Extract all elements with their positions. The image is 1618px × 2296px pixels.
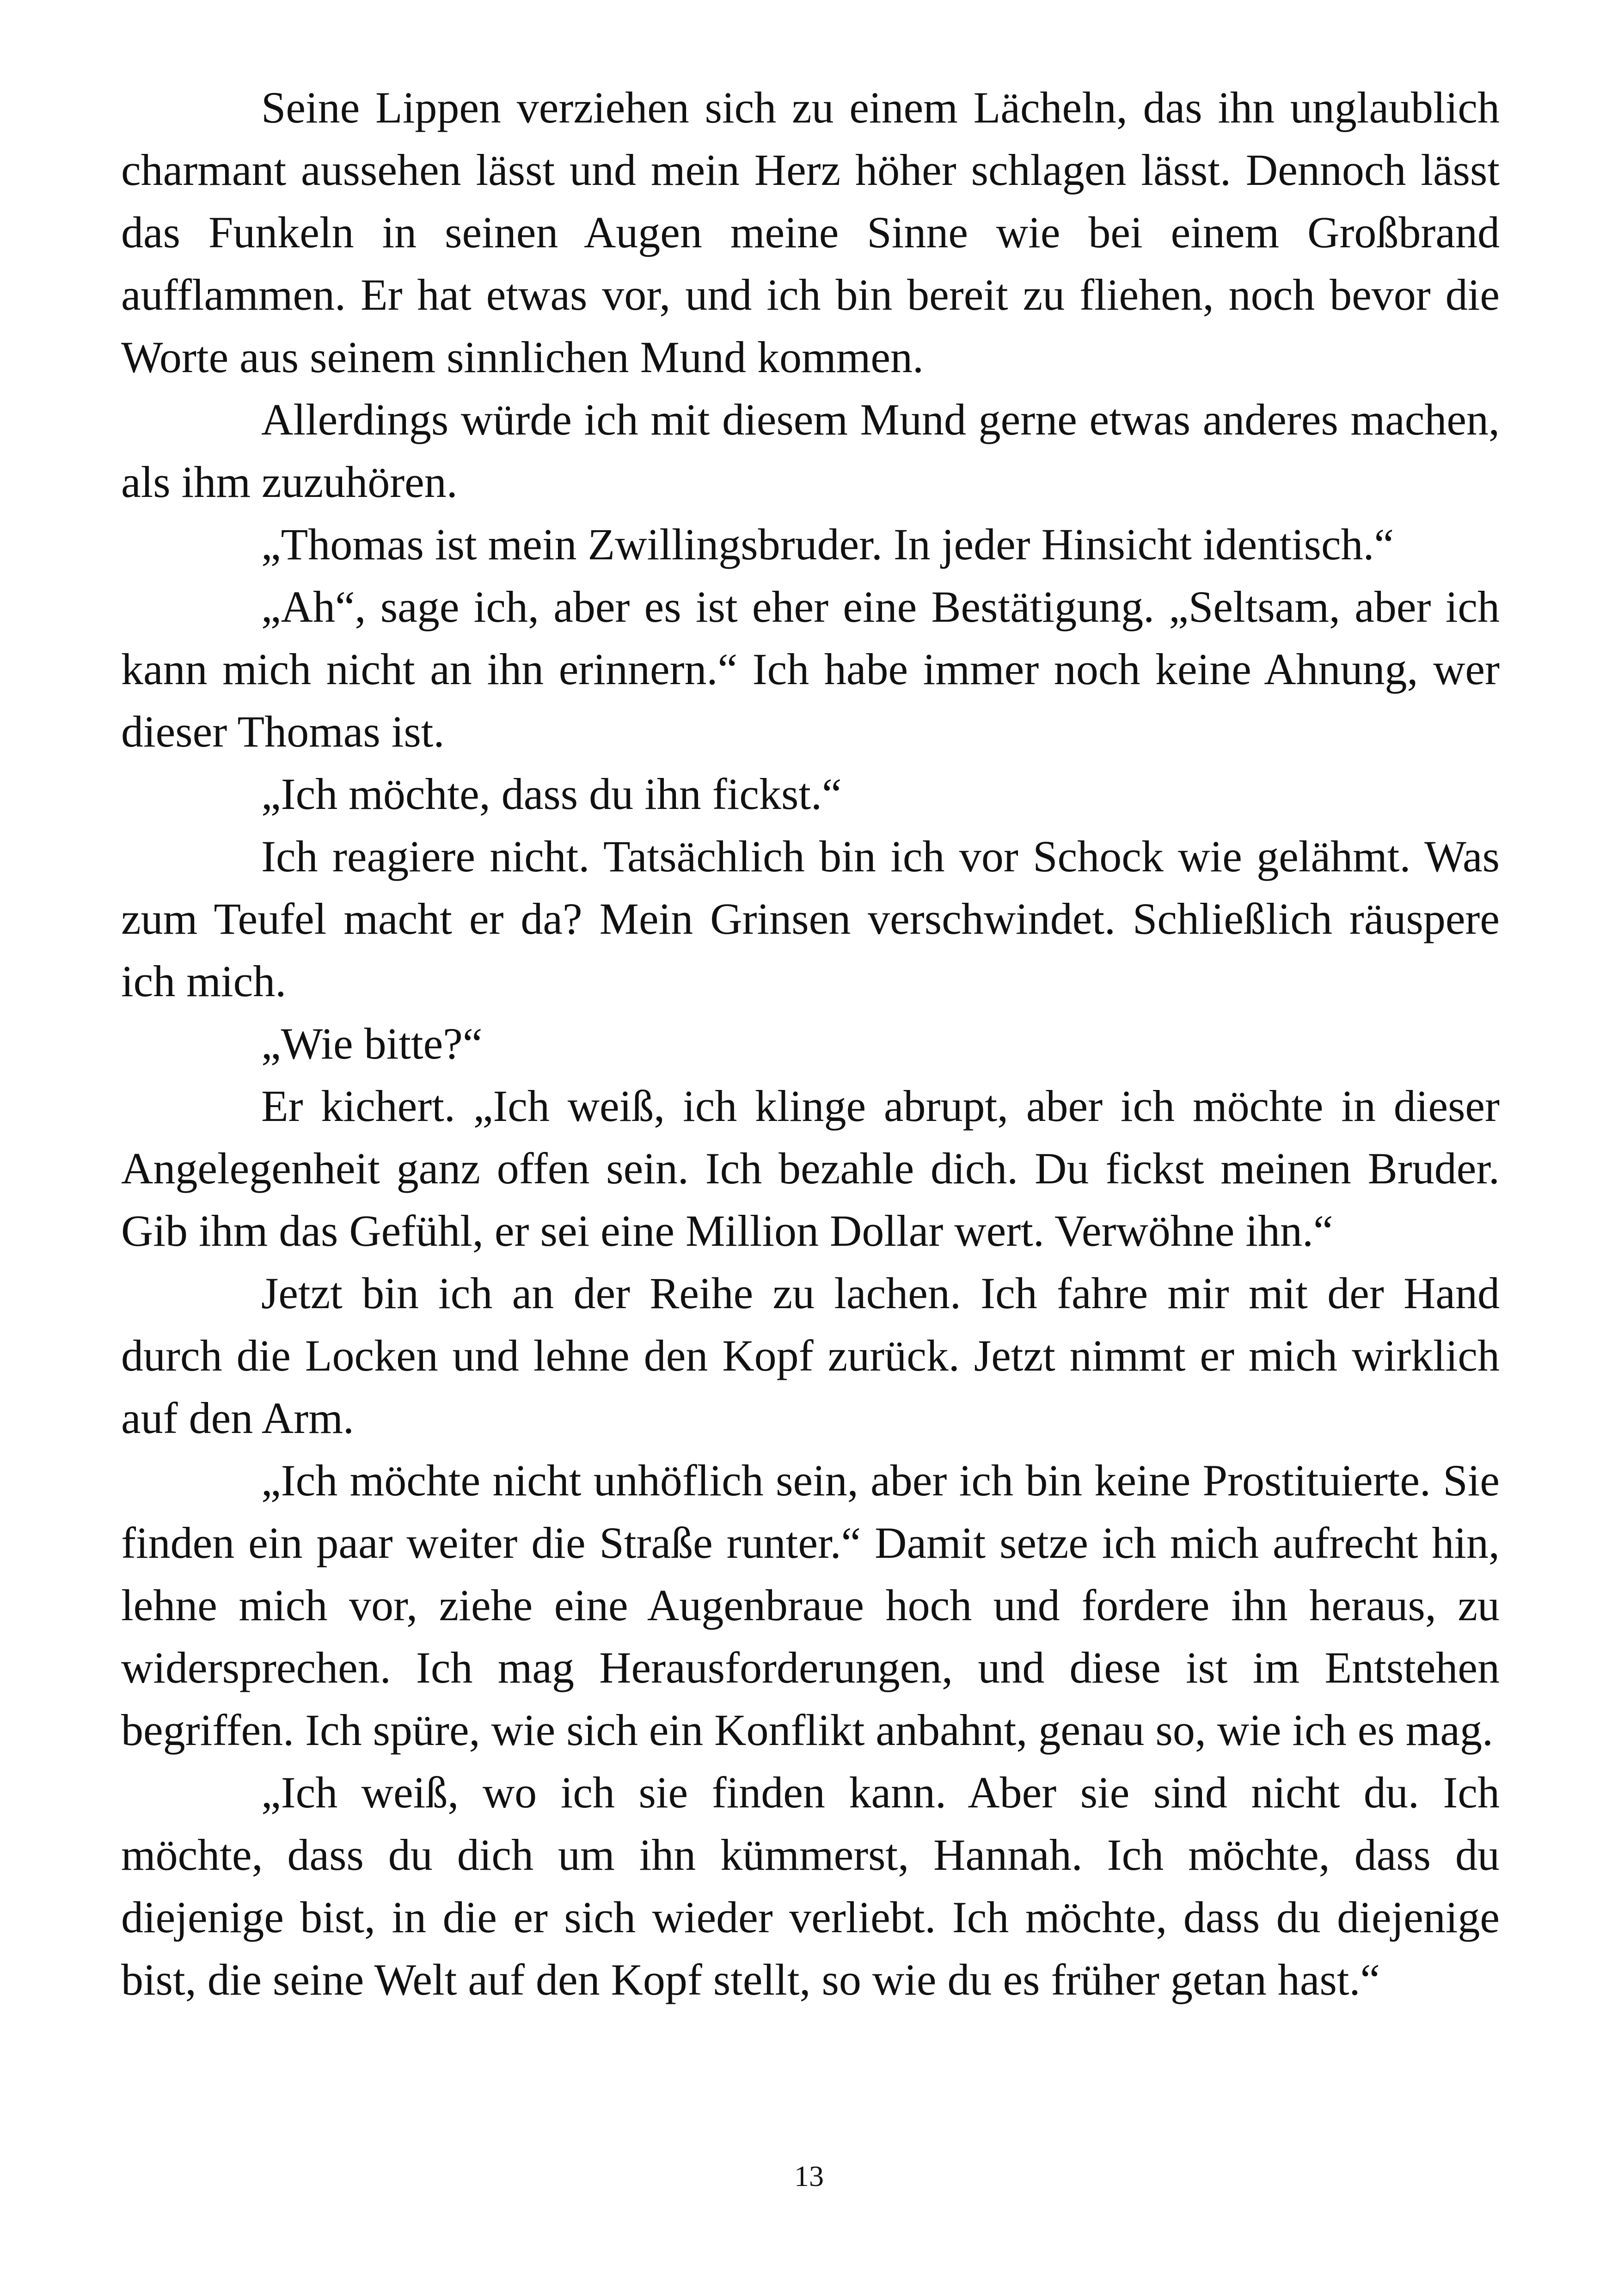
paragraph: „Ich möchte, dass du ihn fickst.“ — [261, 769, 842, 819]
paragraph: Seine Lippen verziehen sich zu einem Lächeln, das ihn unglaublich charmant aussehen lässt und mein Herz höher schlagen lässt. Dennoch lässt das Funkeln in seinen Augen meine Sinne wie bei einem Großbrand aufflammen. Er hat etwas vor, und ich bin bereit zu fliehen, noch bevor die Worte aus seinem sinnlichen Mund kommen. — [121, 83, 1500, 382]
paragraph: Er kichert. „Ich weiß, ich klinge abrupt, aber ich möchte in dieser Angelegenheit ganz offen sein. Ich bezahle dich. Du fickst meinen Bruder. Gib ihm das Gefühl, er sei eine Million Dollar wert. Verwöhne ihn.“ — [121, 1081, 1500, 1255]
paragraph: Allerdings würde ich mit diesem Mund gerne etwas anderes machen, als ihm zuzuhören. — [121, 395, 1500, 507]
paragraph: „Wie bitte?“ — [261, 1019, 483, 1068]
paragraph: Ich reagiere nicht. Tatsächlich bin ich vor Schock wie gelähmt. Was zum Teufel macht er da? Mein Grinsen verschwindet. Schließlich räuspere ich mich. — [121, 832, 1500, 1006]
body-text — [121, 76, 1500, 2011]
paragraph: Jetzt bin ich an der Reihe zu lachen. Ich fahre mir mit der Hand durch die Locken und lehne den Kopf zurück. Jetzt nimmt er mich wirklich auf den Arm. — [121, 1268, 1500, 1443]
paragraph: „Thomas ist mein Zwillingsbruder. In jeder Hinsicht identisch.“ — [261, 520, 1394, 569]
page-number: 13 — [794, 2160, 824, 2192]
paragraph: „Ich möchte nicht unhöflich sein, aber ich bin keine Prostituierte. Sie finden ein paar weiter die Straße runter.“ Damit setze ich mich aufrecht hin, lehne mich vor, ziehe eine Augenbraue hoch und fordere ihn heraus, zu widersprechen. Ich mag Herausforderungen, und diese ist im Entstehen begriffen. Ich spüre, wie sich ein Konflikt anbahnt, genau so, wie ich es mag. — [121, 1456, 1500, 1755]
paragraph: „Ich weiß, wo ich sie finden kann. Aber sie sind nicht du. Ich möchte, dass du dich um ihn kümmerst, Hannah. Ich möchte, dass du diejenige bist, in die er sich wieder verliebt. Ich möchte, dass du diejenige bist, die seine Welt auf den Kopf stellt, so wie du es früher getan hast.“ — [121, 1768, 1500, 2004]
paragraph: „Ah“, sage ich, aber es ist eher eine Bestätigung. „Seltsam, aber ich kann mich nicht an ihn erinnern.“ Ich habe immer noch keine Ahnung, wer dieser Thomas ist. — [121, 582, 1500, 756]
